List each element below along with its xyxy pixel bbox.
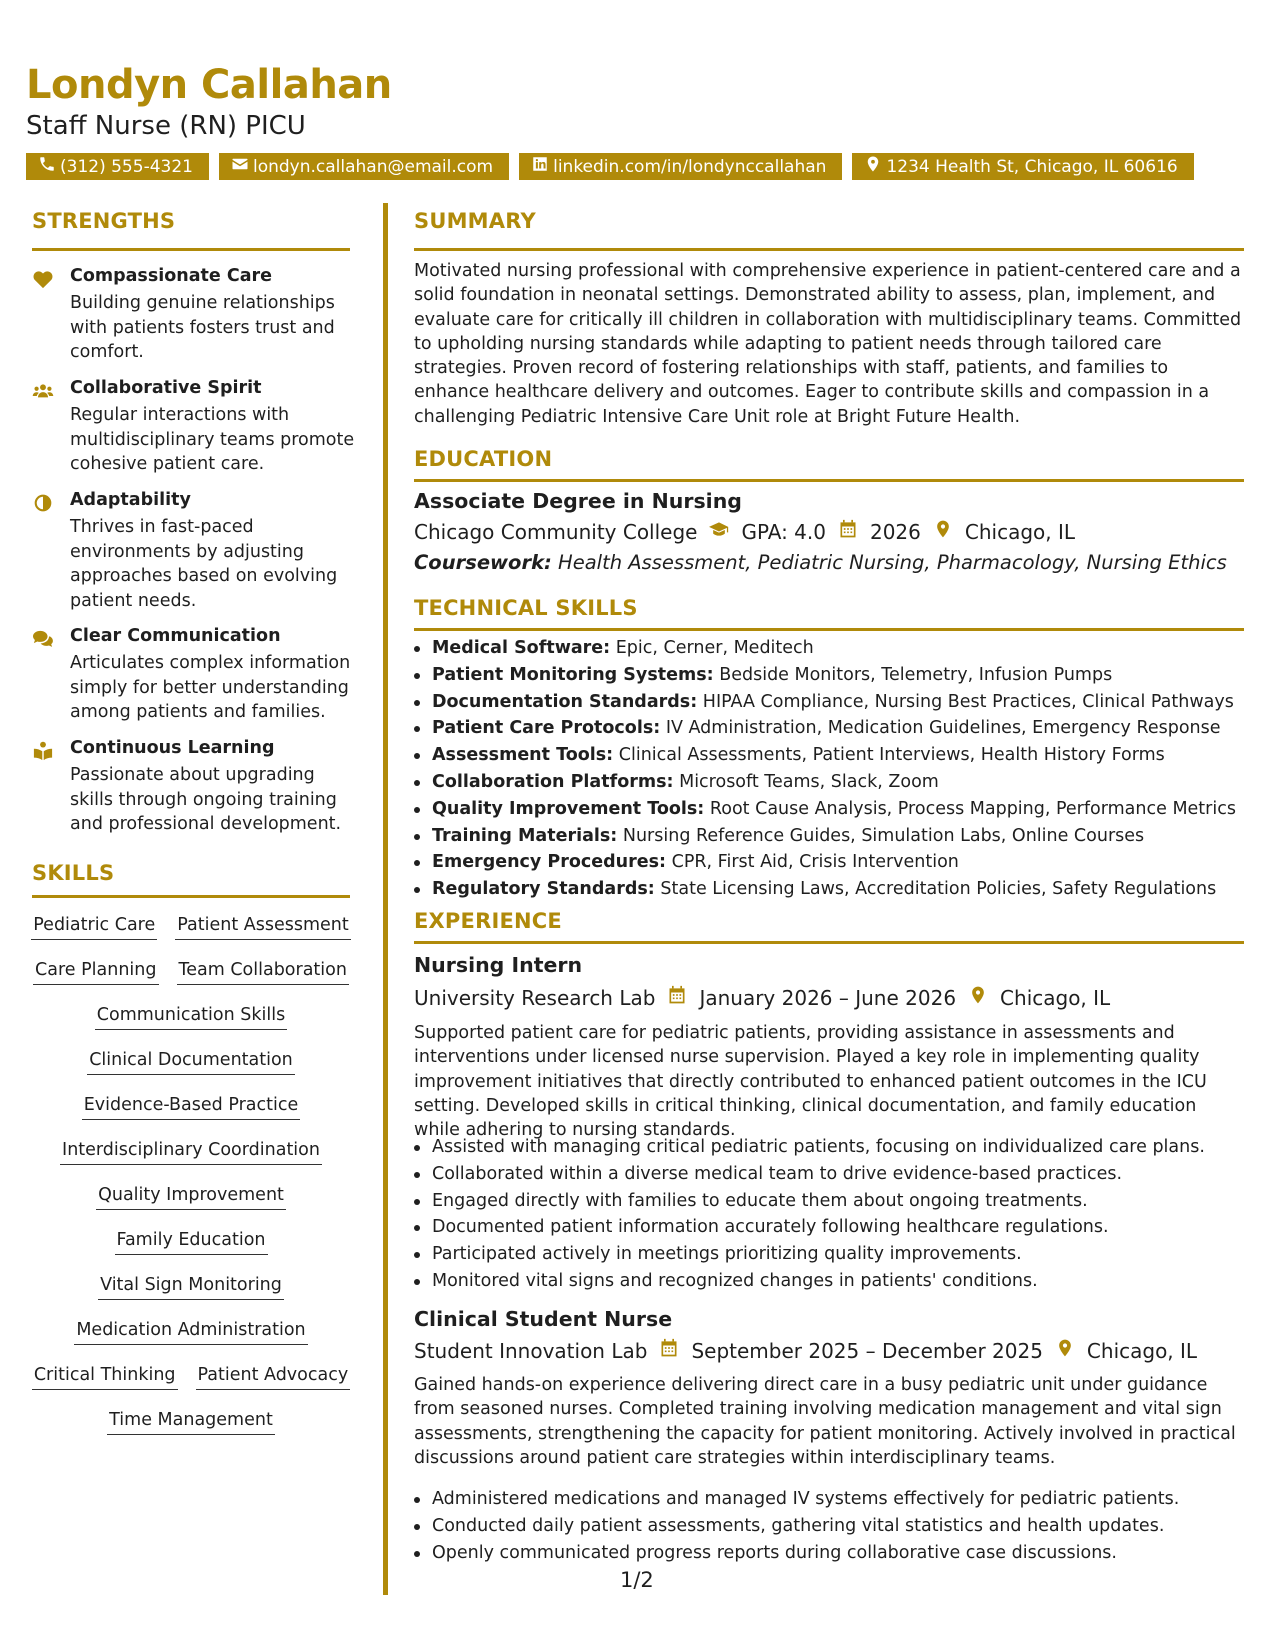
job-bullets	[414, 1486, 1244, 1566]
skill-tag: Communication Skills	[95, 1004, 287, 1030]
summary-rule	[414, 248, 1244, 251]
skill-category: Collaboration Platforms:	[432, 771, 674, 792]
job-location: Chicago, IL	[1000, 985, 1111, 1010]
list-item	[432, 635, 1244, 662]
book-reader-icon	[32, 741, 54, 761]
skill-row	[32, 1319, 350, 1345]
strengths-rule	[32, 248, 350, 251]
strength-desc: Regular interactions with multidisciplinary teams promote cohesive patient care.	[70, 405, 355, 474]
strength-title: Collaborative Spirit	[70, 378, 262, 398]
calendar-icon	[826, 519, 870, 544]
list-item	[432, 823, 1244, 850]
skill-row	[32, 1229, 350, 1255]
degree-title: Associate Degree in Nursing	[414, 489, 742, 513]
envelope-icon	[231, 155, 253, 178]
column-divider	[383, 203, 388, 1595]
job-organization: University Research Lab	[414, 985, 656, 1010]
skill-tag: Interdisciplinary Coordination	[60, 1139, 322, 1165]
skill-values: Nursing Reference Guides, Simulation Labs, Online Courses	[622, 825, 1145, 846]
job-meta	[414, 1338, 1244, 1363]
experience-heading: EXPERIENCE	[414, 909, 562, 933]
list-item	[432, 742, 1244, 769]
technical-skills-rule	[414, 628, 1244, 631]
coursework-label: Coursework:	[414, 551, 552, 574]
skill-tag: Critical Thinking	[32, 1364, 178, 1390]
skill-tag: Clinical Documentation	[87, 1049, 295, 1075]
skill-row	[32, 1094, 350, 1120]
skill-category: Quality Improvement Tools:	[432, 798, 705, 819]
list-item: Monitored vital signs and recognized changes in patients' conditions.	[432, 1268, 1244, 1295]
strength-desc: Building genuine relationships with patients fosters trust and comfort.	[70, 293, 335, 362]
job-bullets	[414, 1134, 1244, 1295]
technical-skills-heading: TECHNICAL SKILLS	[414, 596, 638, 620]
linkedin-icon	[531, 155, 553, 178]
half-circle-icon	[32, 493, 54, 513]
candidate-name: Londyn Callahan	[26, 62, 392, 108]
skill-category: Assessment Tools:	[432, 745, 614, 766]
calendar-icon	[655, 985, 699, 1010]
strength-desc: Thrives in fast-paced environments by adjusting approaches based on evolving patient needs.	[70, 517, 338, 611]
skill-tag: Evidence-Based Practice	[82, 1094, 301, 1120]
graduation-year: 2026	[869, 519, 921, 544]
skill-category: Patient Monitoring Systems:	[432, 664, 714, 685]
skill-values: Root Cause Analysis, Process Mapping, Performance Metrics	[709, 798, 1236, 819]
list-item	[432, 876, 1244, 903]
location-pin-icon	[956, 985, 1000, 1010]
skill-row	[32, 1049, 350, 1075]
job-role: Nursing Intern	[414, 953, 583, 977]
skill-tag: Care Planning	[33, 959, 158, 985]
job-dates: January 2026 – June 2026	[699, 985, 957, 1010]
list-item: Assisted with managing critical pediatric patients, focusing on individualized care plans.	[432, 1134, 1244, 1161]
skill-category: Regulatory Standards:	[432, 879, 655, 900]
school-name: Chicago Community College	[414, 519, 698, 544]
skill-tag: Time Management	[107, 1409, 275, 1435]
skill-row	[32, 1274, 350, 1300]
contact-phone-text: (312) 555-4321	[60, 156, 193, 177]
skill-row	[32, 1139, 350, 1165]
strength-title: Compassionate Care	[70, 266, 273, 286]
summary-text: Motivated nursing professional with comprehensive experience in patient-centered care and a solid foundation in neonatal settings. Demonstrated ability to assess, plan, implement, and evaluate care for critically ill children in collaboration with multidisciplinary teams. Committed to upholding nursing standards while adapting to patient needs through tailored care strategies. Proven record of fostering relationships with staff, patients, and families to enhance healthcare delivery and outcomes. Eager to contribute skills and compassion in a challenging Pediatric Intensive Care Unit role at Bright Future Health.	[414, 261, 1242, 427]
contact-bar	[26, 153, 1194, 180]
skill-row	[32, 1184, 350, 1210]
list-item: Collaborated within a diverse medical team to drive evidence-based practices.	[432, 1161, 1244, 1188]
education-heading: EDUCATION	[414, 447, 553, 471]
skills-heading: SKILLS	[32, 861, 115, 885]
skill-values: State Licensing Laws, Accreditation Policies, Safety Regulations	[660, 879, 1217, 900]
skill-row	[32, 1004, 350, 1030]
skill-tag: Vital Sign Monitoring	[98, 1274, 284, 1300]
strengths-heading: STRENGTHS	[32, 209, 176, 233]
contact-address-text: 1234 Health St, Chicago, IL 60616	[886, 156, 1178, 177]
contact-email[interactable]	[219, 153, 509, 180]
strength-title: Continuous Learning	[70, 738, 275, 758]
job-role: Clinical Student Nurse	[414, 1307, 673, 1331]
graduation-cap-icon	[697, 519, 741, 544]
list-item	[432, 689, 1244, 716]
skill-category: Patient Care Protocols:	[432, 718, 661, 739]
summary-heading: SUMMARY	[414, 209, 536, 233]
location-pin-icon	[921, 519, 965, 544]
heart-icon	[32, 269, 54, 289]
skill-row	[32, 959, 350, 985]
job-meta	[414, 985, 1244, 1010]
chat-bubbles-icon	[32, 629, 54, 649]
strength-title: Clear Communication	[70, 626, 281, 646]
location-pin-icon	[1043, 1338, 1087, 1363]
skills-rule	[32, 895, 350, 898]
skill-row	[32, 1364, 350, 1390]
skill-tag: Patient Advocacy	[196, 1364, 351, 1390]
coursework-line	[414, 551, 1244, 574]
education-meta	[414, 519, 1244, 544]
skill-tag: Patient Assessment	[175, 914, 350, 940]
list-item: Administered medications and managed IV systems effectively for pediatric patients.	[432, 1486, 1244, 1513]
strength-title: Adaptability	[70, 490, 191, 510]
job-dates: September 2025 – December 2025	[691, 1338, 1043, 1363]
skill-row	[32, 914, 350, 940]
list-item	[432, 715, 1244, 742]
gpa: GPA: 4.0	[741, 519, 826, 544]
phone-icon	[38, 155, 60, 178]
contact-linkedin[interactable]	[519, 153, 842, 180]
skill-category: Documentation Standards:	[432, 691, 698, 712]
education-location: Chicago, IL	[964, 519, 1076, 544]
skill-values: HIPAA Compliance, Nursing Best Practices, Clinical Pathways	[702, 691, 1234, 712]
skill-category: Medical Software:	[432, 638, 611, 658]
contact-address[interactable]	[852, 153, 1193, 180]
contact-linkedin-text: linkedin.com/in/londynccallahan	[553, 156, 827, 177]
job-title: Staff Nurse (RN) PICU	[26, 111, 306, 141]
list-item: Documented patient information accurately following healthcare regulations.	[432, 1214, 1244, 1241]
calendar-icon	[647, 1338, 691, 1363]
skill-tag: Quality Improvement	[96, 1184, 286, 1210]
technical-skills-list	[414, 635, 1244, 903]
list-item	[432, 849, 1244, 876]
skill-values: Bedside Monitors, Telemetry, Infusion Pumps	[719, 664, 1113, 685]
coursework-list: Health Assessment, Pediatric Nursing, Pharmacology, Nursing Ethics	[558, 551, 1227, 574]
skill-tag: Medication Administration	[74, 1319, 307, 1345]
education-rule	[414, 479, 1244, 482]
job-summary: Gained hands-on experience delivering direct care in a busy pediatric unit under guidance from seasoned nurses. Completed training involving medication management and vital sign assessments, strengthening the capacity for patient monitoring. Actively involved in practical discussions around patient care strategies within interdisciplinary teams.	[414, 1375, 1236, 1468]
skill-category: Training Materials:	[432, 825, 618, 846]
list-item: Engaged directly with families to educate them about ongoing treatments.	[432, 1188, 1244, 1215]
list-item: Participated actively in meetings prioritizing quality improvements.	[432, 1241, 1244, 1268]
skill-values: Clinical Assessments, Patient Interviews, Health History Forms	[618, 745, 1165, 766]
skill-values: Epic, Cerner, Meditech	[615, 638, 814, 658]
contact-phone[interactable]	[26, 153, 209, 180]
skill-row	[32, 1409, 350, 1435]
skill-values: Microsoft Teams, Slack, Zoom	[679, 771, 939, 792]
job-organization: Student Innovation Lab	[414, 1338, 648, 1363]
list-item	[432, 769, 1244, 796]
list-item	[432, 662, 1244, 689]
skill-values: CPR, First Aid, Crisis Intervention	[671, 852, 959, 873]
strength-desc: Articulates complex information simply for better understanding among patients and families.	[70, 653, 351, 722]
users-icon	[32, 381, 54, 401]
skill-tag: Team Collaboration	[177, 959, 349, 985]
experience-rule	[414, 941, 1244, 944]
contact-email-text: londyn.callahan@email.com	[252, 156, 494, 177]
job-summary: Supported patient care for pediatric patients, providing assistance in assessments and interventions under licensed nurse supervision. Played a key role in implementing quality improvement initiatives that directly contributed to enhanced patient outcomes in the ICU setting. Developed skills in critical thinking, clinical documentation, and family education while adhering to nursing standards.	[414, 1023, 1207, 1141]
job-location: Chicago, IL	[1086, 1338, 1198, 1363]
list-item	[432, 796, 1244, 823]
skill-category: Emergency Procedures:	[432, 852, 667, 873]
list-item: Openly communicated progress reports during collaborative case discussions.	[432, 1540, 1244, 1567]
skill-tag: Family Education	[115, 1229, 268, 1255]
list-item: Conducted daily patient assessments, gathering vital statistics and health updates.	[432, 1513, 1244, 1540]
location-pin-icon	[864, 155, 886, 178]
page-number: 1/2	[620, 1568, 654, 1592]
skill-values: IV Administration, Medication Guidelines, Emergency Response	[665, 718, 1221, 739]
strength-desc: Passionate about upgrading skills through ongoing training and professional development.	[70, 765, 342, 834]
skill-tag: Pediatric Care	[31, 914, 157, 940]
